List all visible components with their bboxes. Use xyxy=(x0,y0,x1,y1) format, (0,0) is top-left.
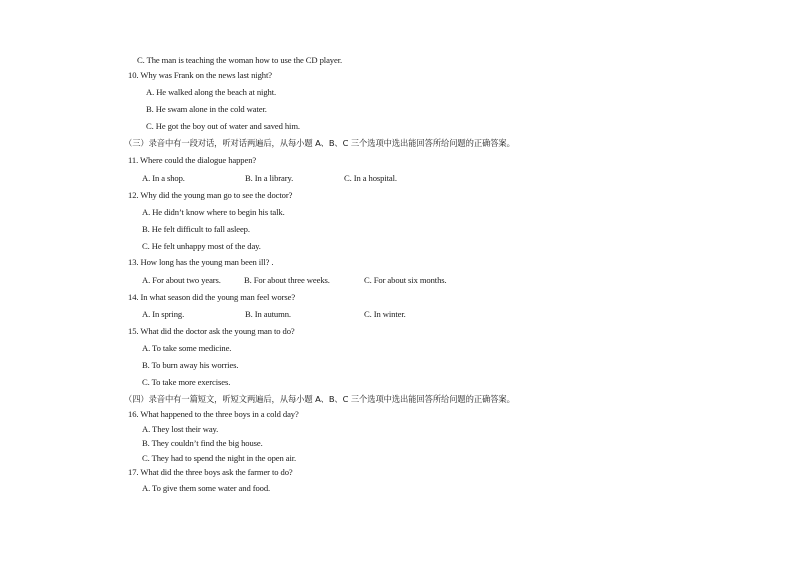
q11-option-a: A. In a shop. xyxy=(142,173,185,183)
q9-option-c: C. The man is teaching the woman how to use the CD player. xyxy=(137,55,343,65)
question-16: 16. What happened to the three boys in a cold day? xyxy=(128,409,299,419)
q12-option-a: A. He didn’t know where to begin his talk. xyxy=(142,207,285,217)
question-15: 15. What did the doctor ask the young man to do? xyxy=(128,326,295,336)
q13-option-b: B. For about three weeks. xyxy=(244,275,330,285)
q10-option-c: C. He got the boy out of water and saved him. xyxy=(146,121,300,131)
q16-option-a: A. They lost their way. xyxy=(142,424,219,434)
question-13: 13. How long has the young man been ill? . xyxy=(128,257,274,267)
q11-option-c: C. In a hospital. xyxy=(344,173,397,183)
question-17: 17. What did the three boys ask the farmer to do? xyxy=(128,467,293,477)
q10-option-b: B. He swam alone in the cold water. xyxy=(146,104,267,114)
q12-option-b: B. He felt difficult to fall asleep. xyxy=(142,224,250,234)
q16-option-c: C. They had to spend the night in the open air. xyxy=(142,453,297,463)
section-3-instruction: （三）录音中有一段对话，听对话两遍后，从每小题 A、B、C 三个选项中选出能回答所给问题的正确答案。 xyxy=(124,138,515,148)
question-10: 10. Why was Frank on the news last night? xyxy=(128,70,272,80)
section-4-instruction: （四）录音中有一篇短文，听短文两遍后，从每小题 A、B、C 三个选项中选出能回答所给问题的正确答案。 xyxy=(124,394,515,404)
q15-option-a: A. To take some medicine. xyxy=(142,343,232,353)
q10-option-a: A. He walked along the beach at night. xyxy=(146,87,277,97)
q13-option-a: A. For about two years. xyxy=(142,275,221,285)
question-14: 14. In what season did the young man feel worse? xyxy=(128,292,296,302)
q17-option-a: A. To give them some water and food. xyxy=(142,483,271,493)
q12-option-c: C. He felt unhappy most of the day. xyxy=(142,241,261,251)
q13-option-c: C. For about six months. xyxy=(364,275,447,285)
question-11: 11. Where could the dialogue happen? xyxy=(128,155,257,165)
q14-option-c: C. In winter. xyxy=(364,309,406,319)
q15-option-c: C. To take more exercises. xyxy=(142,377,231,387)
q15-option-b: B. To burn away his worries. xyxy=(142,360,239,370)
question-12: 12. Why did the young man go to see the doctor? xyxy=(128,190,293,200)
q14-option-b: B. In autumn. xyxy=(245,309,291,319)
q14-option-a: A. In spring. xyxy=(142,309,185,319)
q11-option-b: B. In a library. xyxy=(245,173,294,183)
q16-option-b: B. They couldn’t find the big house. xyxy=(142,438,263,448)
